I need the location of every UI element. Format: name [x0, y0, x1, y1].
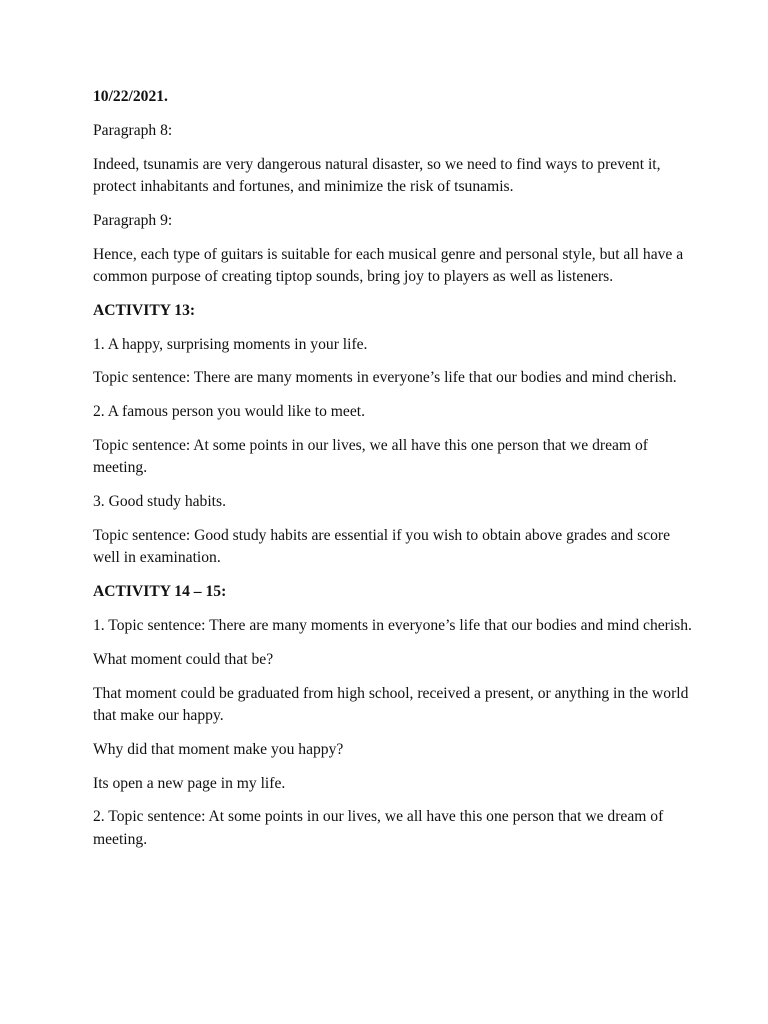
paragraph-8-text: Indeed, tsunamis are very dangerous natural disaster, so we need to find ways to prevent it, protect inhabitants and fortunes, and minimize the risk of tsunamis. [93, 155, 661, 195]
activity-13-item-3: 3. Good study habits. [93, 493, 226, 511]
paragraph-9-text: Hence, each type of guitars is suitable for each musical genre and personal style, but all have a common purpose of creating tiptop sounds, bring joy to players as well as listeners. [93, 245, 684, 285]
answer-why-happy: Its open a new page in my life. [93, 774, 286, 792]
question-what-moment: What moment could that be? [93, 650, 274, 668]
activity-14-topic-2: 2. Topic sentence: At some points in our lives, we all have this one person that we dream of meeting. [93, 808, 664, 848]
question-why-happy: Why did that moment make you happy? [93, 740, 344, 758]
activity-14-topic-1: 1. Topic sentence: There are many moments in everyone’s life that our bodies and mind cherish. [93, 616, 692, 634]
activity-14-15-heading: ACTIVITY 14 – 15: [93, 583, 227, 601]
document-page [93, 86, 693, 863]
activity-13-item-2: 2. A famous person you would like to meet. [93, 403, 365, 421]
answer-what-moment: That moment could be graduated from high school, received a present, or anything in the world that make our happy. [93, 684, 689, 724]
activity-13-heading: ACTIVITY 13: [93, 301, 196, 319]
paragraph-9-heading: Paragraph 9: [93, 211, 173, 229]
activity-13-topic-1: Topic sentence: There are many moments in everyone’s life that our bodies and mind cherish. [93, 369, 677, 387]
activity-13-topic-2: Topic sentence: At some points in our lives, we all have this one person that we dream of meeting. [93, 436, 648, 477]
activity-13-item-1: 1. A happy, surprising moments in your life. [93, 335, 368, 353]
paragraph-8-heading: Paragraph 8: [93, 121, 173, 139]
document-date: 10/22/2021. [93, 88, 168, 105]
activity-13-topic-3: Topic sentence: Good study habits are essential if you wish to obtain above grades and score well in examination. [93, 526, 671, 567]
